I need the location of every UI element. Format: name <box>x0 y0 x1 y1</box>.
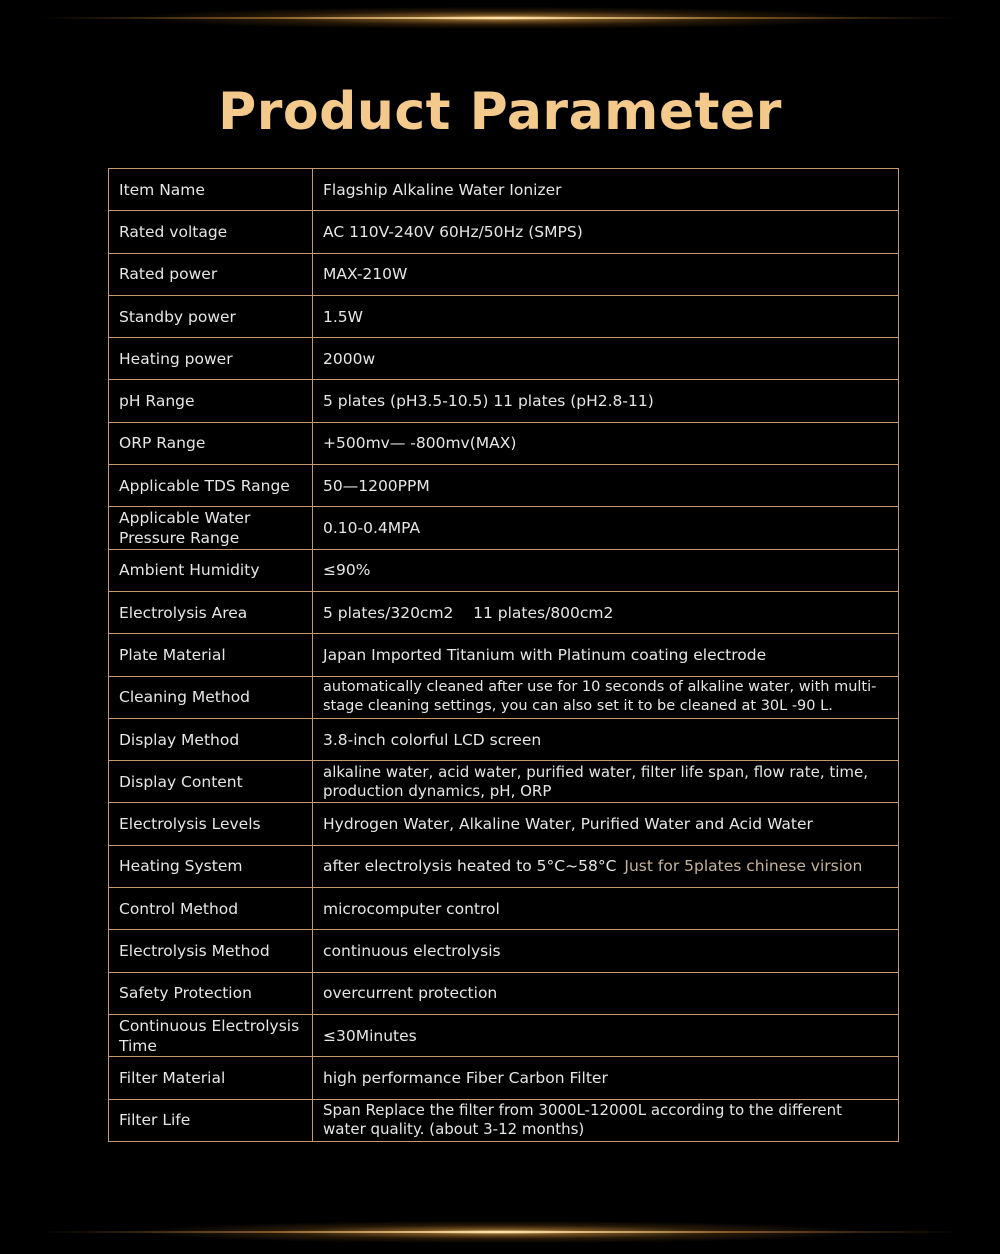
table-row <box>109 718 899 760</box>
table-row <box>109 549 899 591</box>
row-value: Flagship Alkaline Water Ionizer <box>313 169 899 211</box>
heating-value-text: after electrolysis heated to 5°C~58°C <box>323 857 617 876</box>
table-row <box>109 507 899 549</box>
table-row <box>109 1014 899 1056</box>
row-value: microcomputer control <box>313 888 899 930</box>
table-row <box>109 422 899 464</box>
bottom-glow-line <box>40 1231 960 1233</box>
row-value: 5 plates/320cm2 11 plates/800cm2 <box>313 591 899 633</box>
row-label: Applicable Water Pressure Range <box>109 507 313 549</box>
row-label: Continuous Electrolysis Time <box>109 1014 313 1056</box>
row-value: ≤90% <box>313 549 899 591</box>
row-label: Display Content <box>109 761 313 803</box>
parameter-table <box>108 168 899 1142</box>
table-row <box>109 1099 899 1141</box>
table-row <box>109 761 899 803</box>
row-label: Filter Material <box>109 1057 313 1099</box>
table-row <box>109 253 899 295</box>
row-label: Applicable TDS Range <box>109 465 313 507</box>
row-value: MAX-210W <box>313 253 899 295</box>
table-row <box>109 295 899 337</box>
row-value: 5 plates (pH3.5-10.5) 11 plates (pH2.8-11) <box>313 380 899 422</box>
page-title: Product Parameter <box>218 82 782 142</box>
row-label: Cleaning Method <box>109 676 313 718</box>
table-row <box>109 465 899 507</box>
row-value: high performance Fiber Carbon Filter <box>313 1057 899 1099</box>
row-label: Display Method <box>109 718 313 760</box>
row-label: pH Range <box>109 380 313 422</box>
row-value: 2000w <box>313 338 899 380</box>
table-row <box>109 1057 899 1099</box>
row-value: +500mv— -800mv(MAX) <box>313 422 899 464</box>
row-value: overcurrent protection <box>313 972 899 1014</box>
row-label: Heating System <box>109 845 313 887</box>
row-value: continuous electrolysis <box>313 930 899 972</box>
row-label: Plate Material <box>109 634 313 676</box>
row-label: Electrolysis Area <box>109 591 313 633</box>
table-row <box>109 380 899 422</box>
row-value: 1.5W <box>313 295 899 337</box>
row-label: Control Method <box>109 888 313 930</box>
row-value: alkaline water, acid water, purified water, filter life span, flow rate, time, production dynamics, pH, ORP <box>313 761 899 803</box>
row-value: 3.8-inch colorful LCD screen <box>313 718 899 760</box>
table-row <box>109 211 899 253</box>
row-label: Heating power <box>109 338 313 380</box>
row-label: Ambient Humidity <box>109 549 313 591</box>
row-label: Rated voltage <box>109 211 313 253</box>
row-value: Span Replace the filter from 3000L-12000L according to the different water quality. (about 3-12 months) <box>313 1099 899 1141</box>
row-label: Standby power <box>109 295 313 337</box>
table-row <box>109 845 899 887</box>
table-row <box>109 930 899 972</box>
row-value: 0.10-0.4MPA <box>313 507 899 549</box>
row-label: Item Name <box>109 169 313 211</box>
table-row <box>109 888 899 930</box>
row-value <box>313 845 899 887</box>
row-label: Rated power <box>109 253 313 295</box>
row-label: Electrolysis Method <box>109 930 313 972</box>
row-label: Electrolysis Levels <box>109 803 313 845</box>
row-value: AC 110V-240V 60Hz/50Hz (SMPS) <box>313 211 899 253</box>
row-label: Safety Protection <box>109 972 313 1014</box>
top-glow-line <box>40 17 960 19</box>
table-row <box>109 591 899 633</box>
table-row <box>109 338 899 380</box>
row-value: automatically cleaned after use for 10 seconds of alkaline water, with multi-stage cleaning settings, you can also set it to be cleaned at 30L -90 L. <box>313 676 899 718</box>
table-row <box>109 676 899 718</box>
row-label: ORP Range <box>109 422 313 464</box>
row-value: Hydrogen Water, Alkaline Water, Purified Water and Acid Water <box>313 803 899 845</box>
table-row <box>109 803 899 845</box>
row-value: 50—1200PPM <box>313 465 899 507</box>
row-label: Filter Life <box>109 1099 313 1141</box>
row-value: Japan Imported Titanium with Platinum coating electrode <box>313 634 899 676</box>
table-row <box>109 169 899 211</box>
table-row <box>109 634 899 676</box>
heating-note: Just for 5plates chinese virsion <box>624 857 863 876</box>
row-value: ≤30Minutes <box>313 1014 899 1056</box>
table-row <box>109 972 899 1014</box>
